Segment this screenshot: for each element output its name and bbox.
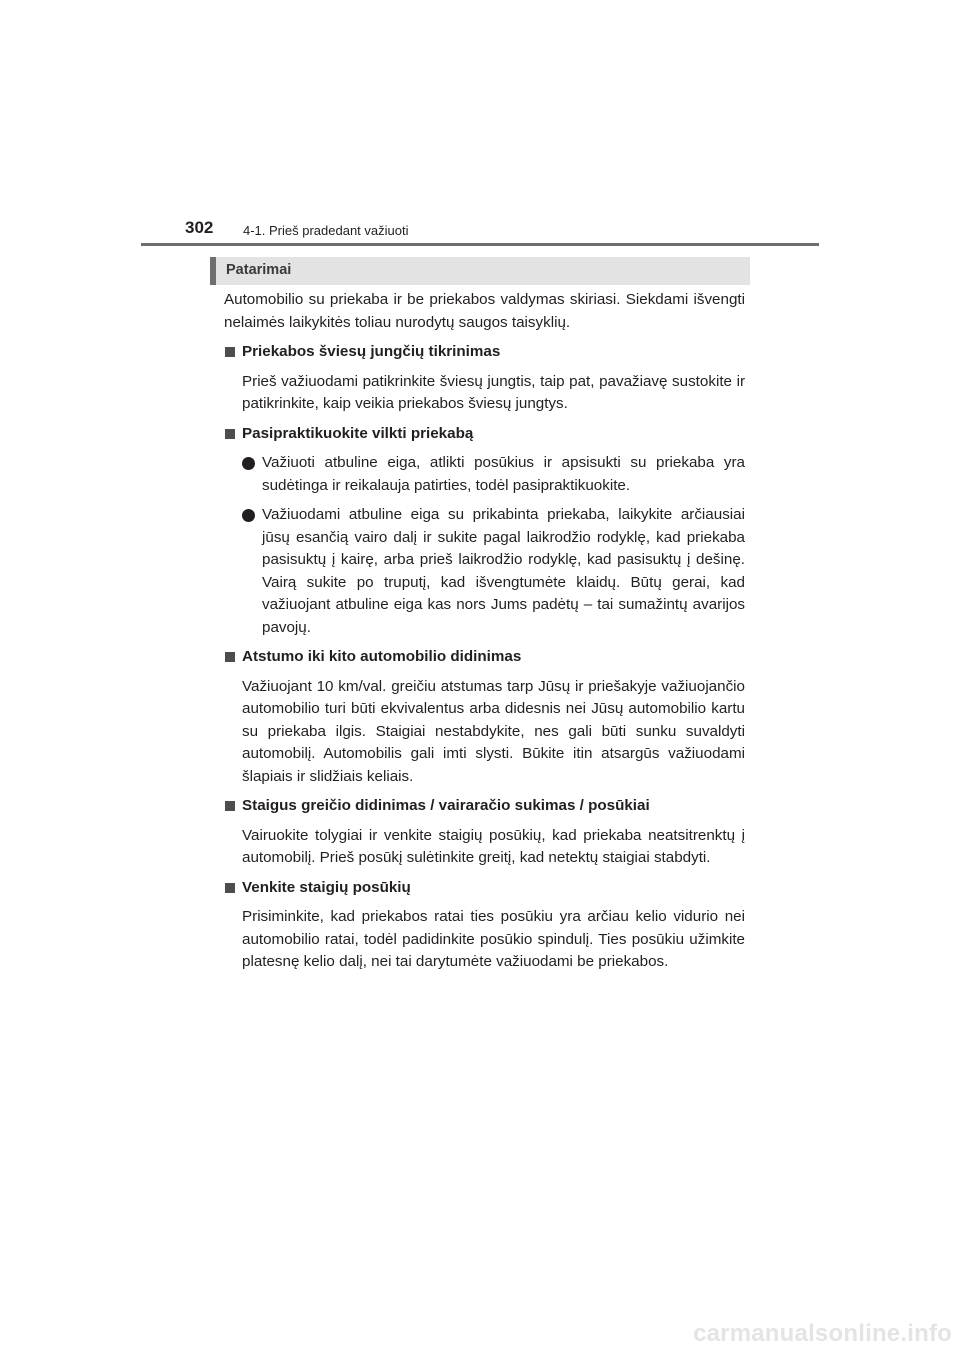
square-bullet-icon [225,429,235,439]
watermark: carmanualsonline.info [693,1320,952,1347]
section-body: Vairuokite tolygiai ir venkite staigių posūkių, kad priekaba neatsitrenktų į automobilį. Prieš posūkį sulėtinkite greitį, kad netektų staigiai stabdyti. [242,826,745,866]
round-bullet-icon [242,457,255,470]
list-item-text: Važiuodami atbuline eiga su prikabinta priekaba, laikykite arčiausiai jūsų esančią vairo dalį ir sukite pagal laikrodžio rodyklę, kad priekaba pasisuktų į kairę, arba prieš laikrodžio rodyklę, kad pasisuktų į dešinę. Vairą sukite po truputį, kad išvengtumėte klaidų. Būtų gerai, kad važiuojant atbuline eiga kas nors Jums padėtų – tai sumažintų avarijos pavojų. [262,506,745,636]
list-item-text: Važiuoti atbuline eiga, atlikti posūkius ir apsisukti su priekaba yra sudėtinga ir reikalauja patirties, todėl pasipraktikuokite. [262,454,745,494]
notice-heading-bar [210,257,750,285]
notice-content [224,289,745,981]
notice-title: Patarimai [226,262,292,278]
section-body: Prisiminkite, kad priekabos ratai ties posūkiu yra arčiau kelio vidurio nei automobilio ratai, todėl padidinkite posūkio spindulį. Ties posūkiu užimkite platesnę kelio dalį, nei tai darytumėte važiuodami be priekabos. [242,908,745,970]
section-practice [224,423,745,640]
section-heading [224,341,745,364]
notice-accent [210,257,216,285]
header-divider [141,243,819,246]
section-heading-text: Venkite staigių posūkių [242,878,411,896]
intro-paragraph: Automobilio su priekaba ir be priekabos valdymas skiriasi. Siekdami išvengti nelaimės laikykitės toliau nurodytų saugos taisyklių. [224,291,745,331]
chapter-title: 4-1. Prieš pradedant važiuoti [243,223,409,238]
section-heading [224,877,745,900]
page-number: 302 [185,218,214,237]
section-lights-check [224,341,745,416]
square-bullet-icon [225,801,235,811]
section-body: Prieš važiuodami patikrinkite šviesų jungtis, taip pat, pavažiavę sustokite ir patikrinkite, kaip veikia priekabos šviesų jungtys. [242,372,745,412]
section-heading-text: Staigus greičio didinimas / vairaračio sukimas / posūkiai [242,797,650,814]
list-item [224,452,745,497]
square-bullet-icon [225,883,235,893]
list-item [224,504,745,639]
section-heading-text: Atstumo iki kito automobilio didinimas [242,648,522,665]
section-heading [224,646,745,669]
section-body: Važiuojant 10 km/val. greičiu atstumas tarp Jūsų ir priešakyje važiuojančio automobilio turi būti ekvivalentus arba didesnis nei Jūsų automobilio kartu su priekaba ilgis. Staigiai nestabdykite, nes gali būti sunku suvaldyti automobilį. Automobilis gali imti slysti. Būkite itin atsargūs važiuodami šlapiais ir slidžiais keliais. [242,677,745,785]
section-heading-text: Priekabos šviesų jungčių tikrinimas [242,343,501,360]
round-bullet-icon [242,509,255,522]
square-bullet-icon [225,347,235,357]
section-heading [224,423,745,446]
square-bullet-icon [225,652,235,662]
section-avoid-sharp-turns [224,877,745,974]
section-heading [224,795,745,818]
section-distance [224,646,745,788]
section-sudden-maneuvers [224,795,745,870]
section-heading-text: Pasipraktikuokite vilkti priekabą [242,424,474,442]
